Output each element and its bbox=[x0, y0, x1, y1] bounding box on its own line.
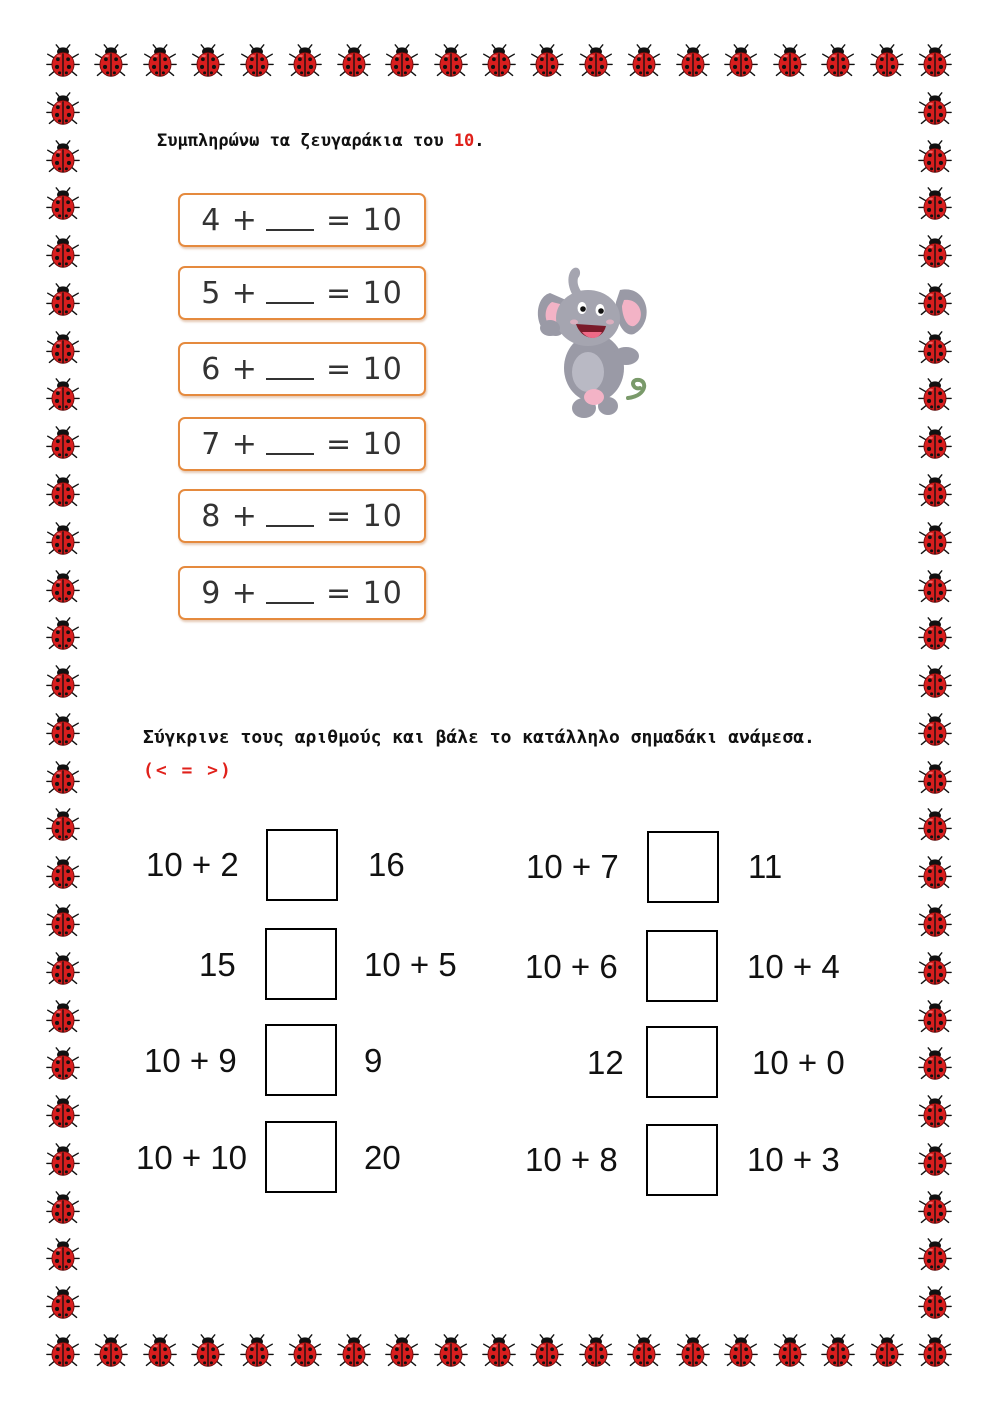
ladybug-icon bbox=[288, 44, 322, 78]
equation-row bbox=[178, 417, 426, 471]
equation-left: 5 + bbox=[201, 275, 258, 311]
ladybug-icon bbox=[918, 235, 952, 269]
answer-box[interactable] bbox=[265, 928, 337, 1000]
ladybug-icon bbox=[385, 44, 419, 78]
equation-row bbox=[178, 193, 426, 247]
answer-box[interactable] bbox=[265, 1024, 337, 1096]
ladybug-icon bbox=[918, 474, 952, 508]
ladybug-icon bbox=[46, 1047, 80, 1081]
ladybug-icon bbox=[337, 44, 371, 78]
ladybug-icon bbox=[676, 44, 710, 78]
ladybug-icon bbox=[676, 1334, 710, 1368]
ladybug-icon bbox=[918, 331, 952, 365]
ladybug-icon bbox=[46, 713, 80, 747]
equation-left: 7 + bbox=[201, 426, 258, 462]
ladybug-icon bbox=[579, 44, 613, 78]
ladybug-icon bbox=[46, 1000, 80, 1034]
ladybug-icon bbox=[46, 44, 80, 78]
instruction-period: . bbox=[474, 131, 485, 151]
compare-left: 10 + 9 bbox=[144, 1042, 237, 1079]
equation-right: = 10 bbox=[325, 351, 403, 387]
ladybug-icon bbox=[918, 904, 952, 938]
ladybug-icon bbox=[46, 474, 80, 508]
compare-left: 10 + 6 bbox=[525, 948, 618, 985]
ladybug-icon bbox=[46, 331, 80, 365]
ladybug-icon bbox=[627, 44, 661, 78]
ladybug-icon bbox=[821, 1334, 855, 1368]
instruction-number: 10 bbox=[453, 131, 475, 151]
equation-left: 6 + bbox=[201, 351, 258, 387]
ladybug-icon bbox=[918, 1095, 952, 1129]
ladybug-icon bbox=[46, 570, 80, 604]
ladybug-icon bbox=[240, 44, 274, 78]
ladybug-icon bbox=[918, 617, 952, 651]
compare-right: 11 bbox=[748, 848, 783, 885]
ladybug-icon bbox=[918, 1238, 952, 1272]
ladybug-icon bbox=[530, 44, 564, 78]
ladybug-icon bbox=[918, 92, 952, 126]
ladybug-icon bbox=[918, 187, 952, 221]
compare-left: 10 + 7 bbox=[526, 848, 619, 885]
answer-box[interactable] bbox=[265, 1121, 337, 1193]
ladybug-icon bbox=[46, 1238, 80, 1272]
answer-blank[interactable] bbox=[266, 433, 314, 455]
answer-blank[interactable] bbox=[266, 282, 314, 304]
ladybug-icon bbox=[191, 1334, 225, 1368]
elephant-illustration bbox=[530, 258, 665, 428]
ladybug-icon bbox=[918, 426, 952, 460]
ladybug-icon bbox=[918, 378, 952, 412]
ladybug-icon bbox=[530, 1334, 564, 1368]
instruction-text: Συμπληρώνω τα ζευγαράκια του bbox=[157, 131, 454, 151]
compare-right: 10 + 5 bbox=[364, 946, 457, 983]
ladybug-icon bbox=[918, 856, 952, 890]
answer-box[interactable] bbox=[646, 1124, 718, 1196]
equation-right: = 10 bbox=[325, 575, 403, 611]
ladybug-icon bbox=[337, 1334, 371, 1368]
ladybug-icon bbox=[46, 1334, 80, 1368]
ladybug-icon bbox=[288, 1334, 322, 1368]
compare-left: 10 + 8 bbox=[525, 1141, 618, 1178]
ladybug-icon bbox=[94, 1334, 128, 1368]
ladybug-icon bbox=[46, 952, 80, 986]
equation-left: 8 + bbox=[201, 498, 258, 534]
ladybug-icon bbox=[918, 1143, 952, 1177]
ladybug-icon bbox=[918, 1191, 952, 1225]
ladybug-icon bbox=[46, 235, 80, 269]
ladybug-icon bbox=[46, 1095, 80, 1129]
answer-blank[interactable] bbox=[266, 505, 314, 527]
ladybug-icon bbox=[918, 1286, 952, 1320]
ladybug-icon bbox=[434, 44, 468, 78]
ladybug-icon bbox=[918, 665, 952, 699]
ladybug-icon bbox=[46, 522, 80, 556]
ladybug-icon bbox=[46, 1286, 80, 1320]
ladybug-icon bbox=[46, 808, 80, 842]
compare-left: 10 + 2 bbox=[146, 846, 239, 883]
equation-right: = 10 bbox=[325, 426, 403, 462]
answer-blank[interactable] bbox=[266, 358, 314, 380]
ladybug-icon bbox=[46, 665, 80, 699]
ladybug-icon bbox=[918, 1334, 952, 1368]
ladybug-icon bbox=[870, 1334, 904, 1368]
equation-right: = 10 bbox=[325, 275, 403, 311]
ladybug-icon bbox=[918, 1000, 952, 1034]
compare-right: 20 bbox=[364, 1139, 401, 1176]
equation-row bbox=[178, 342, 426, 396]
ladybug-icon bbox=[724, 44, 758, 78]
compare-left: 12 bbox=[587, 1044, 624, 1081]
ladybug-icon bbox=[482, 1334, 516, 1368]
ladybug-icon bbox=[46, 904, 80, 938]
ladybug-icon bbox=[46, 187, 80, 221]
ladybug-icon bbox=[46, 140, 80, 174]
answer-box[interactable] bbox=[647, 831, 719, 903]
ladybug-icon bbox=[46, 856, 80, 890]
ladybug-icon bbox=[191, 44, 225, 78]
ladybug-icon bbox=[46, 1143, 80, 1177]
ladybug-icon bbox=[434, 1334, 468, 1368]
instruction-compare: Σύγκρινε τους αριθμούς και βάλε το κατάλληλο σημαδάκι ανάμεσα. bbox=[143, 727, 815, 748]
ladybug-icon bbox=[46, 617, 80, 651]
answer-box[interactable] bbox=[266, 829, 338, 901]
ladybug-icon bbox=[918, 713, 952, 747]
equation-left: 4 + bbox=[201, 202, 258, 238]
answer-blank[interactable] bbox=[266, 582, 314, 604]
equation-right: = 10 bbox=[325, 202, 403, 238]
ladybug-icon bbox=[918, 44, 952, 78]
ladybug-icon bbox=[46, 378, 80, 412]
ladybug-icon bbox=[143, 44, 177, 78]
ladybug-icon bbox=[773, 1334, 807, 1368]
answer-box[interactable] bbox=[646, 930, 718, 1002]
ladybug-icon bbox=[918, 761, 952, 795]
ladybug-icon bbox=[385, 1334, 419, 1368]
comparison-symbols: (< = >) bbox=[143, 760, 233, 781]
ladybug-icon bbox=[579, 1334, 613, 1368]
answer-box[interactable] bbox=[646, 1026, 718, 1098]
compare-right: 10 + 3 bbox=[747, 1141, 840, 1178]
ladybug-icon bbox=[46, 1191, 80, 1225]
compare-left: 10 + 10 bbox=[136, 1139, 248, 1176]
ladybug-icon bbox=[240, 1334, 274, 1368]
answer-blank[interactable] bbox=[266, 209, 314, 231]
ladybug-icon bbox=[773, 44, 807, 78]
ladybug-icon bbox=[918, 522, 952, 556]
compare-right: 16 bbox=[368, 846, 405, 883]
compare-right: 9 bbox=[364, 1042, 383, 1079]
equation-row bbox=[178, 566, 426, 620]
instruction-pairs-of-ten bbox=[157, 131, 485, 151]
ladybug-icon bbox=[724, 1334, 758, 1368]
ladybug-icon bbox=[918, 1047, 952, 1081]
ladybug-icon bbox=[821, 44, 855, 78]
ladybug-icon bbox=[918, 570, 952, 604]
ladybug-icon bbox=[46, 761, 80, 795]
ladybug-icon bbox=[870, 44, 904, 78]
ladybug-icon bbox=[918, 952, 952, 986]
ladybug-icon bbox=[94, 44, 128, 78]
ladybug-icon bbox=[918, 283, 952, 317]
ladybug-icon bbox=[918, 140, 952, 174]
ladybug-icon bbox=[627, 1334, 661, 1368]
ladybug-icon bbox=[46, 426, 80, 460]
ladybug-icon bbox=[918, 808, 952, 842]
compare-right: 10 + 0 bbox=[752, 1044, 845, 1081]
compare-right: 10 + 4 bbox=[747, 948, 840, 985]
equation-left: 9 + bbox=[201, 575, 258, 611]
ladybug-icon bbox=[46, 283, 80, 317]
ladybug-icon bbox=[482, 44, 516, 78]
ladybug-icon bbox=[46, 92, 80, 126]
ladybug-icon bbox=[143, 1334, 177, 1368]
equation-row bbox=[178, 489, 426, 543]
equation-right: = 10 bbox=[325, 498, 403, 534]
compare-left: 15 bbox=[199, 946, 236, 983]
equation-row bbox=[178, 266, 426, 320]
